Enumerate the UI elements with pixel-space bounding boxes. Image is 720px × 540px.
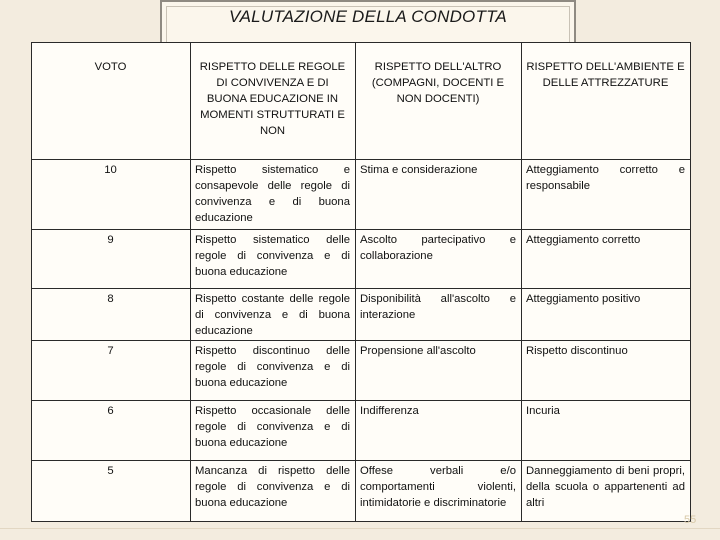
conduct-table bbox=[31, 42, 691, 522]
cell-voto: 9 bbox=[32, 230, 191, 289]
cell-voto: 8 bbox=[32, 289, 191, 341]
cell-voto: 7 bbox=[32, 341, 191, 401]
cell-altro: Propensione all'ascolto bbox=[356, 341, 522, 401]
table-row bbox=[32, 289, 691, 341]
cell-altro: Offese verbali e/o comportamenti violenti, intimidatorie e discriminatorie bbox=[356, 461, 522, 522]
header-voto: VOTO bbox=[32, 43, 191, 160]
page-number: 55 bbox=[684, 514, 697, 526]
cell-altro: Indifferenza bbox=[356, 401, 522, 461]
cell-ambiente: Danneggiamento di beni propri, della scuola o appartenenti ad altri bbox=[522, 461, 691, 522]
cell-ambiente: Rispetto discontinuo bbox=[522, 341, 691, 401]
cell-altro: Disponibilità all'ascolto e interazione bbox=[356, 289, 522, 341]
cell-ambiente: Incuria bbox=[522, 401, 691, 461]
cell-regole: Rispetto discontinuo delle regole di convivenza e di buona educazione bbox=[191, 341, 356, 401]
cell-regole: Rispetto sistematico delle regole di convivenza e di buona educazione bbox=[191, 230, 356, 289]
table-row bbox=[32, 401, 691, 461]
cell-ambiente: Atteggiamento positivo bbox=[522, 289, 691, 341]
table-row bbox=[32, 230, 691, 289]
background-decor-line bbox=[0, 528, 720, 529]
page-title: VALUTAZIONE DELLA CONDOTTA bbox=[229, 7, 507, 26]
table-header-row bbox=[32, 43, 691, 160]
cell-voto: 5 bbox=[32, 461, 191, 522]
cell-voto: 6 bbox=[32, 401, 191, 461]
cell-voto: 10 bbox=[32, 160, 191, 230]
header-regole: RISPETTO DELLE REGOLE DI CONVIVENZA E DI BUONA EDUCAZIONE IN MOMENTI STRUTTURATI E NON bbox=[191, 43, 356, 160]
table-row bbox=[32, 461, 691, 522]
cell-regole: Rispetto sistematico e consapevole delle regole di convivenza e di buona educazione bbox=[191, 160, 356, 230]
cell-regole: Rispetto occasionale delle regole di convivenza e di buona educazione bbox=[191, 401, 356, 461]
cell-regole: Mancanza di rispetto delle regole di convivenza e di buona educazione bbox=[191, 461, 356, 522]
header-altro: RISPETTO DELL'ALTRO (COMPAGNI, DOCENTI E NON DOCENTI) bbox=[356, 43, 522, 160]
cell-altro: Ascolto partecipativo e collaborazione bbox=[356, 230, 522, 289]
cell-ambiente: Atteggiamento corretto e responsabile bbox=[522, 160, 691, 230]
table-row bbox=[32, 341, 691, 401]
cell-ambiente: Atteggiamento corretto bbox=[522, 230, 691, 289]
cell-altro: Stima e considerazione bbox=[356, 160, 522, 230]
cell-regole: Rispetto costante delle regole di convivenza e di buona educazione bbox=[191, 289, 356, 341]
table-row bbox=[32, 160, 691, 230]
header-ambiente: RISPETTO DELL'AMBIENTE E DELLE ATTREZZATURE bbox=[522, 43, 691, 160]
